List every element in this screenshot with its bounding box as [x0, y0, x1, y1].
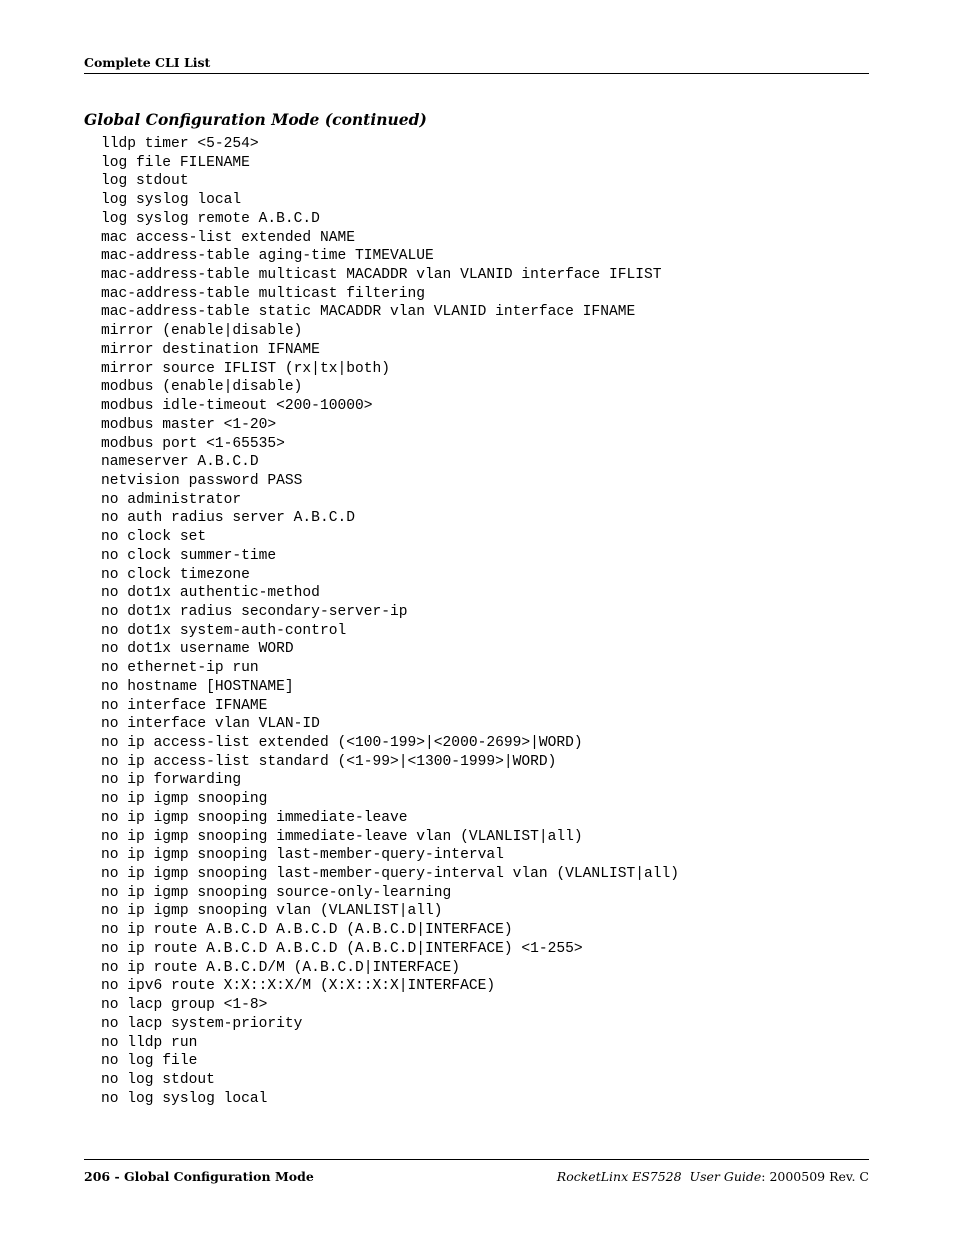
- command-line: mac-address-table static MACADDR vlan VLANID interface IFNAME: [101, 304, 636, 321]
- command-line: no ip igmp snooping last-member-query-interval: [101, 847, 504, 864]
- command-line: no log file: [101, 1053, 198, 1070]
- footer-divider: [84, 1159, 869, 1160]
- command-line: modbus master <1-20>: [101, 416, 277, 433]
- command-line: no lacp group <1-8>: [101, 997, 268, 1014]
- command-line: mirror destination IFNAME: [101, 341, 320, 358]
- command-line: netvision password PASS: [101, 472, 303, 489]
- command-line: no interface IFNAME: [101, 697, 268, 714]
- command-line: no ip igmp snooping vlan (VLANLIST|all): [101, 903, 443, 920]
- command-line: mac access-list extended NAME: [101, 229, 355, 246]
- command-line: no ip igmp snooping immediate-leave: [101, 809, 408, 826]
- command-line: no lldp run: [101, 1034, 198, 1051]
- command-line: no ip forwarding: [101, 772, 242, 789]
- command-line: no auth radius server A.B.C.D: [101, 510, 355, 527]
- section-title: Global Configuration Mode (continued): [84, 110, 427, 129]
- command-line: no ip access-list extended (<100-199>|<2000-2699>|WORD): [101, 735, 583, 751]
- command-line: no interface vlan VLAN-ID: [101, 716, 320, 733]
- command-line: no log stdout: [101, 1071, 215, 1088]
- command-line: no ip igmp snooping immediate-leave vlan (VLANLIST|all): [101, 828, 583, 845]
- command-line: no ip route A.B.C.D A.B.C.D (A.B.C.D|INTERFACE) <1-255>: [101, 940, 583, 957]
- command-line: log stdout: [101, 173, 189, 190]
- command-line: no clock summer-time: [101, 547, 277, 564]
- command-line: no dot1x authentic-method: [101, 585, 320, 602]
- page-number-label: 206 - Global Configuration Mode: [84, 1169, 314, 1184]
- command-line: no ipv6 route X:X::X:X/M (X:X::X:X|INTERFACE): [101, 978, 496, 995]
- command-line: no clock timezone: [101, 566, 250, 583]
- header-divider: [84, 73, 869, 74]
- command-line: mac-address-table aging-time TIMEVALUE: [101, 248, 434, 265]
- command-line: no ip igmp snooping source-only-learning: [101, 884, 452, 901]
- command-line: log syslog remote A.B.C.D: [101, 210, 320, 227]
- command-line: mac-address-table multicast filtering: [101, 285, 426, 302]
- command-line: no ip igmp snooping last-member-query-interval vlan (VLANLIST|all): [101, 866, 680, 883]
- product-name: RocketLinx ES7528 User Guide: [556, 1169, 762, 1184]
- command-line: no clock set: [101, 529, 207, 546]
- command-line: lldp timer <5-254>: [101, 136, 259, 152]
- command-line: log file FILENAME: [101, 154, 250, 171]
- command-line: no log syslog local: [101, 1090, 268, 1107]
- command-line: modbus (enable|disable): [101, 379, 303, 396]
- command-line: mirror (enable|disable): [101, 323, 303, 340]
- command-line: no ip route A.B.C.D A.B.C.D (A.B.C.D|INTERFACE): [101, 922, 513, 939]
- command-line: no ip route A.B.C.D/M (A.B.C.D|INTERFACE): [101, 959, 461, 976]
- command-line: nameserver A.B.C.D: [101, 454, 259, 471]
- document-reference: [557, 1169, 869, 1184]
- command-line: no ip igmp snooping: [101, 791, 268, 808]
- command-line: mirror source IFLIST (rx|tx|both): [101, 360, 391, 377]
- command-line: log syslog local: [101, 192, 242, 209]
- command-line: no dot1x radius secondary-server-ip: [101, 603, 408, 620]
- command-line: mac-address-table multicast MACADDR vlan VLANID interface IFLIST: [101, 267, 662, 284]
- command-line: no dot1x username WORD: [101, 641, 294, 658]
- command-line: no dot1x system-auth-control: [101, 622, 347, 639]
- document-number: : 2000509 Rev. C: [761, 1169, 869, 1184]
- command-line: no hostname [HOSTNAME]: [101, 678, 294, 695]
- command-list: [101, 135, 861, 1108]
- running-header: Complete CLI List: [84, 55, 211, 70]
- command-line: no ethernet-ip run: [101, 660, 259, 677]
- command-line: no administrator: [101, 491, 242, 508]
- command-line: modbus idle-timeout <200-10000>: [101, 398, 373, 415]
- command-line: no ip access-list standard (<1-99>|<1300-1999>|WORD): [101, 753, 557, 770]
- command-line: modbus port <1-65535>: [101, 435, 285, 452]
- command-line: no lacp system-priority: [101, 1015, 303, 1032]
